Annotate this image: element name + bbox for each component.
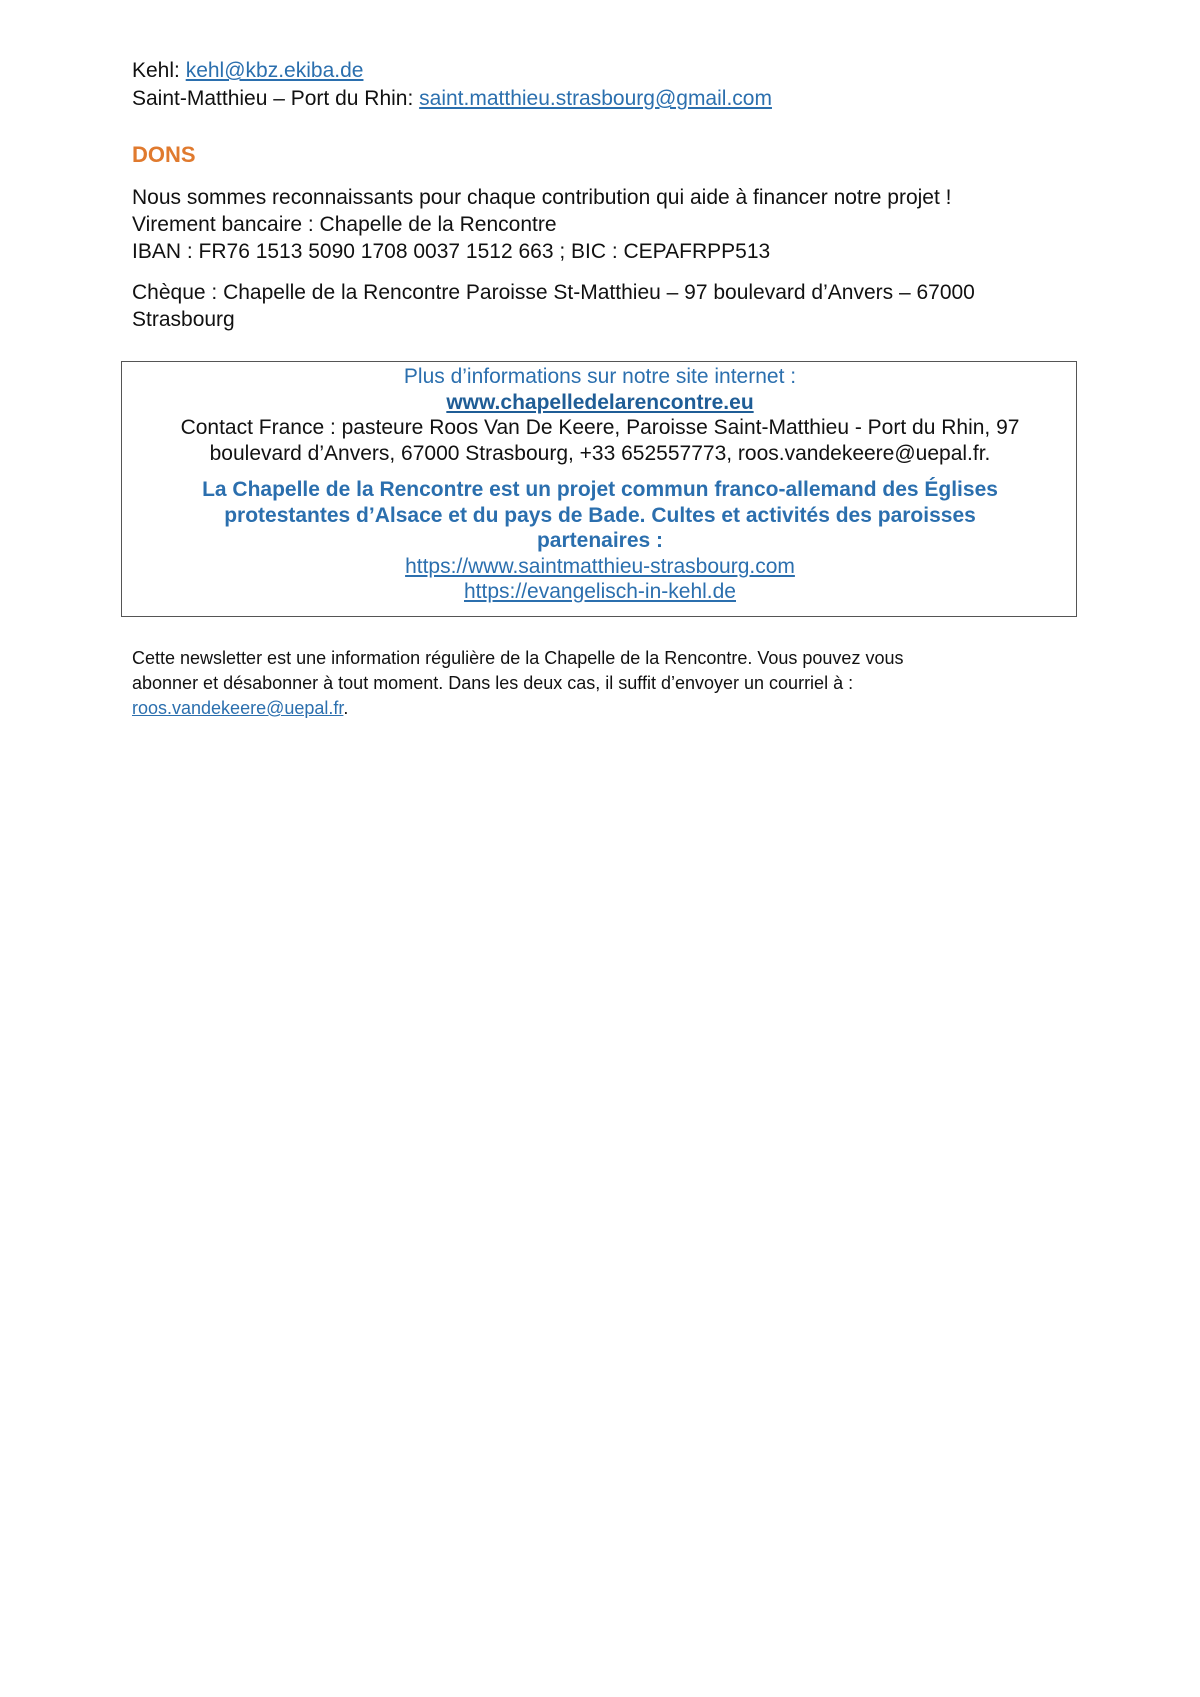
project-description-line1: La Chapelle de la Rencontre est un projet commun franco-allemand des Églises — [202, 478, 998, 501]
iban-text: IBAN : FR76 1513 5090 1708 0037 1512 663 ; BIC : CEPAFRPP513 — [132, 240, 771, 263]
more-info-text: Plus d’informations sur notre site internet : — [403, 365, 797, 388]
cheque-text-line2: Strasbourg — [132, 308, 235, 331]
stmatthieu-email-link[interactable]: saint.matthieu.strasbourg@gmail.com — [419, 87, 772, 110]
kehl-label: Kehl: — [132, 59, 186, 82]
website-link[interactable]: www.chapelledelarencontre.eu — [446, 391, 754, 414]
contact-france-line2: boulevard d’Anvers, 67000 Strasbourg, +33 652557773, roos.vandekeere@uepal.fr. — [209, 442, 991, 465]
kehl-website-link[interactable]: https://evangelisch-in-kehl.de — [464, 580, 736, 603]
project-description-line2: protestantes d’Alsace et du pays de Bade. Cultes et activités des paroisses — [224, 504, 976, 527]
saintmatthieu-link-line — [122, 554, 1078, 580]
cheque-text-line1: Chèque : Chapelle de la Rencontre Paroisse St-Matthieu – 97 boulevard d’Anvers – 67000 — [132, 281, 975, 304]
kehl-email-link[interactable]: kehl@kbz.ekiba.de — [185, 59, 364, 82]
kehl-contact-line — [132, 57, 363, 84]
contact-france-line1: Contact France : pasteure Roos Van De Keere, Paroisse Saint-Matthieu - Port du Rhin, 97 — [180, 416, 1020, 439]
info-box — [121, 361, 1077, 617]
website-line — [122, 390, 1078, 416]
newsletter-line1: Cette newsletter est une information régulière de la Chapelle de la Rencontre. Vous pouvez vous — [132, 648, 904, 668]
kehl-link-line — [122, 579, 1078, 605]
newsletter-line3 — [132, 696, 348, 720]
stmatthieu-label: Saint-Matthieu – Port du Rhin: — [132, 87, 420, 110]
newsletter-trailing-period: . — [343, 698, 349, 718]
saintmatthieu-website-link[interactable]: https://www.saintmatthieu-strasbourg.com — [405, 555, 795, 578]
newsletter-email-link[interactable]: roos.vandekeere@uepal.fr — [132, 698, 344, 718]
stmatthieu-contact-line — [132, 85, 772, 112]
dons-thanks-text: Nous sommes reconnaissants pour chaque contribution qui aide à financer notre projet ! — [132, 186, 952, 209]
bank-transfer-text: Virement bancaire : Chapelle de la Rencontre — [132, 213, 557, 236]
dons-heading: DONS — [132, 142, 196, 167]
project-description-line3: partenaires : — [536, 529, 664, 552]
newsletter-line2: abonner et désabonner à tout moment. Dans les deux cas, il suffit d’envoyer un courriel à : — [132, 673, 854, 693]
